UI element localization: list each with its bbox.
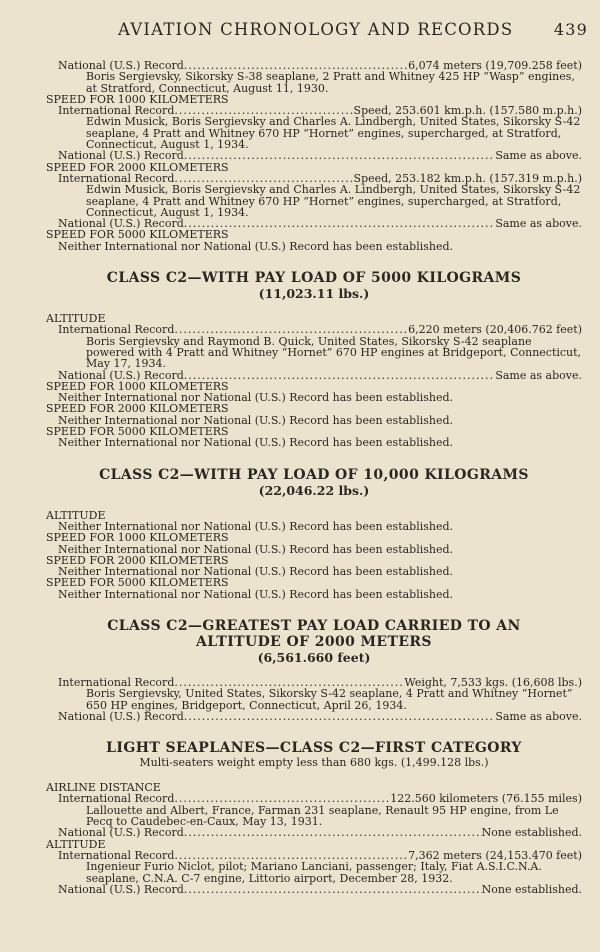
record-heading: AIRLINE DISTANCE — [46, 782, 161, 794]
section-title: LIGHT SEAPLANES—CLASS C2—FIRST CATEGORY — [106, 740, 522, 757]
page-content — [46, 60, 582, 895]
record-label: National (U.S.) Record — [58, 217, 184, 231]
record-heading: SPEED FOR 2000 KILOMETERS — [46, 554, 229, 567]
record-value: 6,074 meters (19,709.258 feet) — [408, 59, 582, 72]
no-record-text: Neither International nor National (U.S.) Record has been established. — [58, 392, 454, 404]
record-value: Same as above. — [495, 217, 582, 231]
record-line — [46, 711, 582, 722]
record-heading: ALTITUDE — [46, 838, 106, 850]
record-value: Speed, 253.182 km.p.h. (157.319 m.p.h.) — [353, 171, 582, 185]
record-heading: SPEED FOR 2000 KILOMETERS — [46, 403, 229, 415]
section-subtitle: (6,561.660 feet) — [257, 649, 371, 665]
record-description: Boris Sergievsky, United States, Sikorsky S-42 seaplane, 4 Pratt and Whitney “Hornet” 650 HP engines, Bridgeport, Connecticut, April 26, 1934. — [86, 687, 573, 712]
record-label: National (U.S.) Record — [58, 709, 184, 723]
record-value: 6,220 meters (20,406.762 feet) — [408, 323, 582, 337]
record-value: None established. — [481, 826, 582, 840]
record-heading: ALTITUDE — [46, 509, 106, 521]
page-number: 439 — [553, 20, 588, 39]
record-label: National (U.S.) Record — [58, 368, 184, 382]
record-heading: SPEED FOR 2000 KILOMETERS — [46, 161, 229, 173]
record-value: Same as above. — [495, 149, 582, 163]
record-heading: ALTITUDE — [46, 313, 106, 325]
record-description: Edwin Musick, Boris Sergievsky and Charles A. Lindbergh, United States, Sikorsky S-42 seaplane, 4 Pratt and Whitney 670 HP “Hornet” engines, supercharged, at Stratford, Connecticut, August 1, 1934. — [86, 183, 581, 219]
record-description: Edwin Musick, Boris Sergievsky and Charles A. Lindbergh, United States, Sikorsky S-42 seaplane, 4 Pratt and Whitney 670 HP “Hornet” engines, supercharged, at Stratford, Connecticut, August 1, 1934. — [86, 115, 581, 152]
record-line — [46, 150, 582, 161]
section-title: CLASS C2—GREATEST PAY LOAD CARRIED TO AN — [107, 617, 521, 634]
record-line — [46, 884, 582, 895]
record-label: International Record — [58, 675, 175, 689]
record-heading: SPEED FOR 5000 KILOMETERS — [46, 229, 229, 241]
record-heading: SPEED FOR 1000 KILOMETERS — [46, 532, 229, 544]
record-label: National (U.S.) Record — [58, 59, 184, 72]
no-record-text: Neither International nor National (U.S.) Record has been established. — [58, 566, 454, 578]
record-label: International Record — [58, 171, 175, 185]
section-title: CLASS C2—WITH PAY LOAD OF 5000 KILOGRAMS — [106, 270, 522, 287]
record-label: International Record — [58, 104, 175, 118]
record-value: Weight, 7,533 kgs. (16,608 lbs.) — [404, 675, 582, 689]
no-record-text: Neither International nor National (U.S.) Record has been established. — [58, 588, 454, 600]
section-subtitle: (11,023.11 lbs.) — [258, 286, 370, 302]
record-value: None established. — [481, 882, 582, 896]
record-line — [46, 827, 582, 838]
record-label: International Record — [58, 848, 175, 862]
running-head-title: AVIATION CHRONOLOGY AND RECORDS — [118, 20, 514, 39]
record-heading: SPEED FOR 1000 KILOMETERS — [46, 380, 229, 393]
record-value: Same as above. — [495, 368, 582, 382]
record-label: International Record — [58, 792, 175, 806]
record-description: Ingenieur Furio Niclot, pilot; Mariano Lanciani, passenger; Italy, Fiat A.S.I.C.N.A. seaplane, C.N.A. C-7 engine, Littorio airport, December 28, 1932. — [86, 860, 542, 885]
record-value: Same as above. — [495, 709, 582, 723]
record-description: Boris Sergievsky and Raymond B. Quick, United States, Sikorsky S-42 seaplane powered with 4 Pratt and Whitney “Hornet” 670 HP engines at Bridgeport, Connecticut, May 17, 1934. — [86, 334, 582, 371]
section-subtitle: (22,046.22 lbs.) — [258, 482, 370, 498]
record-value: 122.560 kilometers (76.155 miles) — [390, 792, 582, 806]
section-title: CLASS C2—WITH PAY LOAD OF 10,000 KILOGRAMS — [99, 466, 529, 483]
record-description: Lallouette and Albert, France, Farman 231 seaplane, Renault 95 HP engine, from Le Pecq to Caudebec-en-Caux, May 13, 1931. — [86, 803, 559, 829]
record-label: National (U.S.) Record — [58, 882, 184, 896]
no-record-text: Neither International nor National (U.S.) Record has been established. — [58, 520, 454, 533]
record-description: Boris Sergievsky, Sikorsky S-38 seaplane, 2 Pratt and Whitney 425 HP “Wasp” engines, at Stratford, Connecticut, August 11, 1930. — [86, 70, 575, 95]
record-line — [46, 370, 582, 381]
record-label: National (U.S.) Record — [58, 826, 184, 840]
no-record-text: Neither International nor National (U.S.) Record has been established. — [58, 437, 454, 449]
record-line — [46, 324, 582, 335]
section-subtitle: Multi-seaters weight empty less than 680 kgs. (1,499.128 lbs.) — [139, 756, 489, 770]
record-label: International Record — [58, 323, 175, 337]
record-value: 7,362 meters (24,153.470 feet) — [408, 848, 582, 862]
no-record-text: Neither International nor National (U.S.) Record has been established. — [58, 240, 454, 253]
no-record-text: Neither International nor National (U.S.) Record has been established. — [58, 543, 454, 555]
record-line — [46, 218, 582, 229]
section-title-line2: ALTITUDE OF 2000 METERS — [196, 633, 432, 650]
record-label: National (U.S.) Record — [58, 149, 184, 163]
record-heading: SPEED FOR 1000 KILOMETERS — [46, 93, 229, 106]
record-value: Speed, 253.601 km.p.h. (157.580 m.p.h.) — [353, 104, 582, 118]
no-record-text: Neither International nor National (U.S.) Record has been established. — [58, 414, 454, 427]
record-heading: SPEED FOR 5000 KILOMETERS — [46, 577, 229, 589]
record-heading: SPEED FOR 5000 KILOMETERS — [46, 426, 229, 438]
